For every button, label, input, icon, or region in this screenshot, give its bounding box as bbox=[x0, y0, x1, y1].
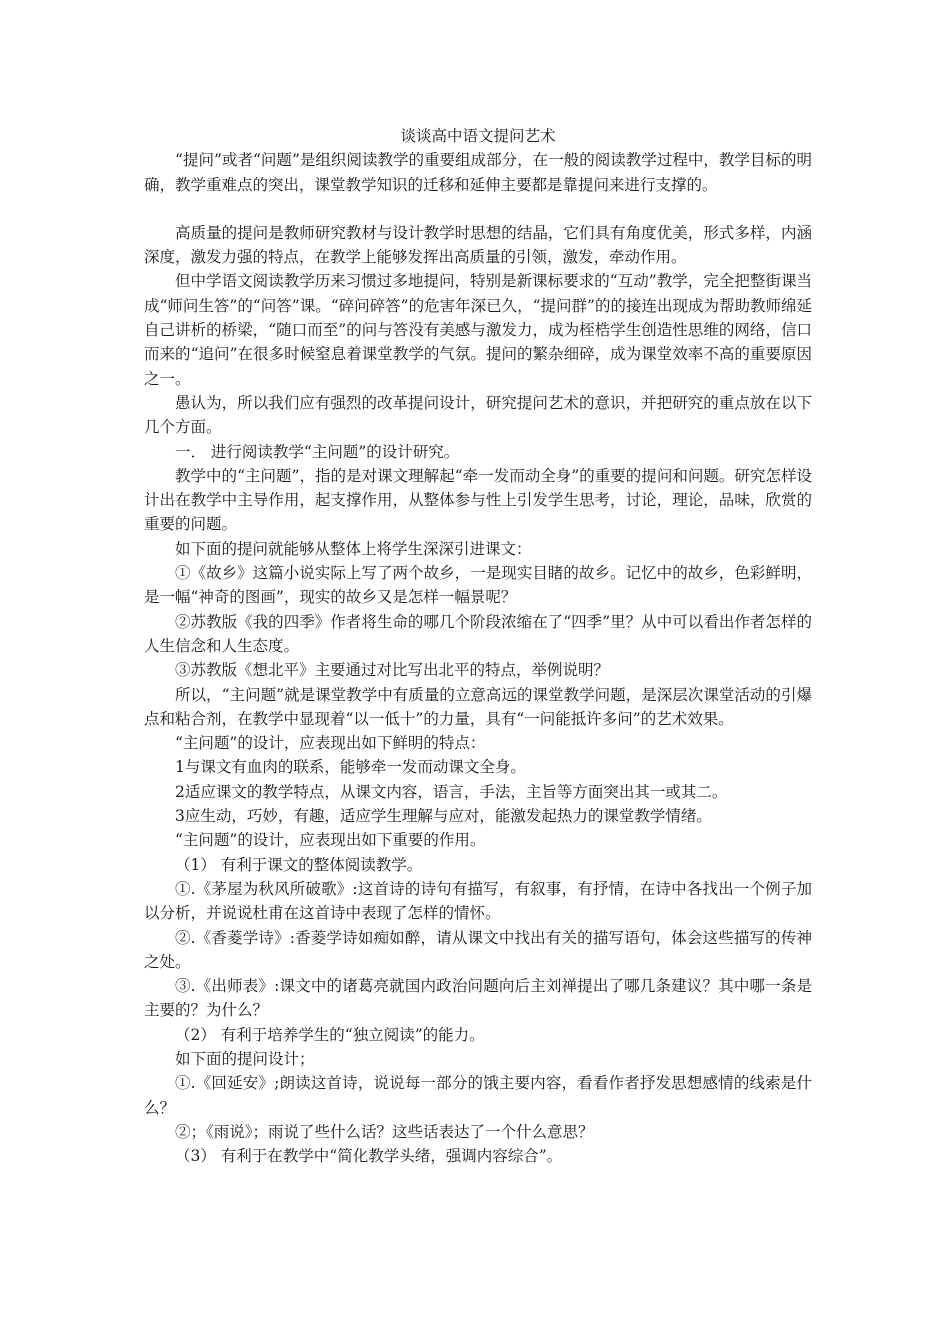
example-item: ①.《回延安》;朗读这首诗，说说每一部分的饿主要内容，看看作者抒发思想感情的线索是什么？ bbox=[144, 1074, 812, 1117]
document-title: 谈谈高中语文提问艺术 bbox=[400, 127, 556, 145]
subsection-heading: （2） 有利于培养学生的“独立阅读”的能力。 bbox=[175, 1025, 485, 1044]
example-item: ①《故乡》这篇小说实际上写了两个故乡，一是现实目睹的故乡。记忆中的故乡，色彩鲜明，是一幅“神奇的图画”，现实的故乡又是怎样一幅景呢？ bbox=[144, 564, 812, 607]
paragraph: 所以，“主问题”就是课堂教学中有质量的立意高远的课堂教学问题，是深层次课堂活动的引爆点和粘合剂，在教学中显现着“以一低十”的力量，具有“一问能抵许多问”的艺术效果。 bbox=[144, 685, 812, 728]
example-item: ③苏教版《想北平》主要通过对比写出北平的特点，举例说明？ bbox=[175, 661, 610, 680]
list-item: 1与课文有血肉的联系，能够牵一发而动课文全身。 bbox=[175, 758, 526, 777]
subsection-heading: （1） 有利于课文的整体阅读教学。 bbox=[175, 855, 423, 874]
example-item: ②.《香菱学诗》:香菱学诗如痴如醉，请从课文中找出有关的描写语句，体会这些描写的传神之处。 bbox=[144, 928, 812, 971]
blank-line bbox=[144, 197, 812, 221]
paragraph: 教学中的“主问题”，指的是对课文理解起“牵一发而动全身”的重要的提问和问题。研究怎样设计出在教学中主导作用，起支撑作用，从整体参与性上引发学生思考，讨论，理论，品味，欣赏的重要的问题。 bbox=[144, 466, 812, 534]
paragraph: 如下面的提问设计； bbox=[175, 1049, 315, 1068]
paragraph: 如下面的提问就能够从整体上将学生深深引进课文： bbox=[175, 539, 532, 558]
paragraph: 但中学语文阅读教学历来习惯过多地提问，特别是新课标要求的“互动”教学，完全把整街课当成“师问生答”的“问答”课。“碎问碎答”的危害年深已久，“提问群”的的接连出现成为帮助教师绵延自己讲析的桥梁，“随口而至”的问与答没有美感与激发力，成为桎梏学生创造性思维的网络，信口而来的“追问”在很多时候窒息着课堂教学的气氛。提问的繁杂细碎，成为课堂效率不高的重要原因之一。 bbox=[144, 272, 812, 388]
example-item: ②；《雨说》；雨说了些什么话？这些话表达了一个什么意思？ bbox=[175, 1122, 594, 1141]
paragraph: “主问题”的设计，应表现出如下重要的作用。 bbox=[175, 831, 486, 850]
subsection-heading: （3） 有利于在教学中“简化教学头绪，强调内容综合”。 bbox=[175, 1147, 563, 1166]
example-item: ①.《茅屋为秋风所破歌》:这首诗的诗句有描写，有叙事，有抒情，在诗中各找出一个例子加以分析，并说说杜甫在这首诗中表现了怎样的情怀。 bbox=[144, 879, 812, 923]
section-heading: 一． 进行阅读教学“主问题”的设计研究。 bbox=[175, 442, 460, 461]
list-item: 2适应课文的教学特点，从课文内容，语言，手法，主旨等方面突出其一或其二。 bbox=[175, 782, 728, 801]
paragraph-intro: “提问”或者“问题”是组织阅读教学的重要组成部分，在一般的阅读教学过程中，教学目标的明确，教学重难点的突出，课堂教学知识的迁移和延伸主要都是靠提问来进行支撑的。 bbox=[144, 151, 812, 194]
example-item: ②苏教版《我的四季》作者将生命的哪几个阶段浓缩在了“四季”里？从中可以看出作者怎样的人生信念和人生态度。 bbox=[144, 612, 812, 655]
list-item: 3应生动，巧妙，有趣，适应学生理解与应对，能激发起热力的课堂教学情绪。 bbox=[175, 807, 712, 826]
paragraph: “主问题”的设计，应表现出如下鲜明的特点： bbox=[175, 734, 486, 753]
paragraph: 高质量的提问是教师研究教材与设计教学时思想的结晶，它们具有角度优美，形式多样，内涵深度，激发力强的特点，在教学上能够发挥出高质量的引领，激发，牵动作用。 bbox=[144, 223, 812, 267]
example-item: ③.《出师表》:课文中的诸葛亮就国内政治问题向后主刘禅提出了哪几条建议？其中哪一条是主要的？为什么？ bbox=[144, 977, 812, 1020]
document-page bbox=[144, 124, 812, 1168]
paragraph: 愚认为，所以我们应有强烈的改革提问设计，研究提问艺术的意识，并把研究的重点放在以下几个方面。 bbox=[144, 393, 812, 437]
